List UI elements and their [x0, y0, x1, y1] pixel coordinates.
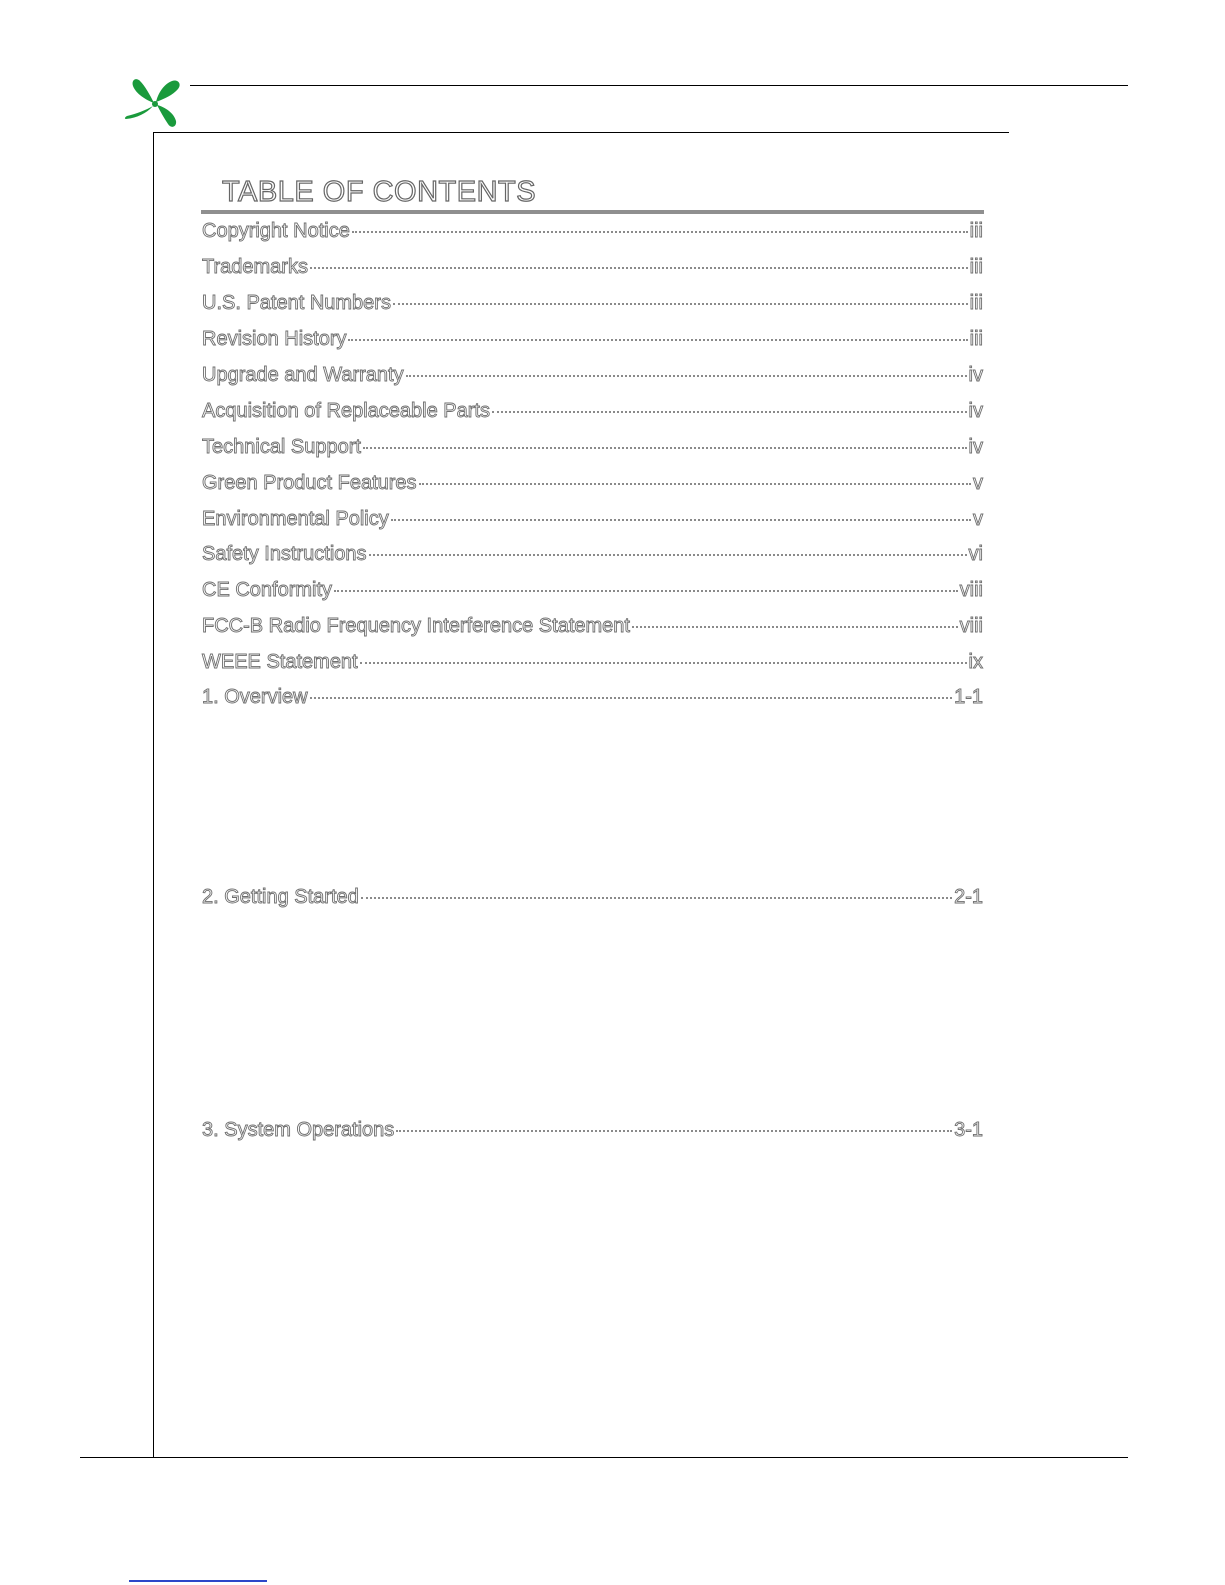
footer-link-underline[interactable] [129, 1580, 267, 1582]
toc-entry-page: iii [969, 220, 983, 242]
toc-dot-leader [334, 590, 958, 592]
toc-entry-label: 1. Overview [202, 686, 308, 708]
toc-entry-page: iii [969, 256, 983, 278]
header-rule [190, 85, 1128, 86]
toc-dot-leader [406, 375, 967, 377]
toc-dot-leader [632, 626, 958, 628]
toc-entry-trademarks[interactable] [202, 256, 983, 284]
toc-entry-label: Environmental Policy [202, 508, 389, 530]
toc-entry-label: Technical Support [202, 436, 361, 458]
toc-dot-leader [396, 1130, 952, 1132]
toc-entry-technical-support[interactable] [202, 436, 983, 464]
toc-entry-page: iii [969, 328, 983, 350]
toc-dot-leader [352, 231, 968, 233]
toc-entry-label: U.S. Patent Numbers [202, 292, 391, 314]
toc-entry-fcc-b-statement[interactable] [202, 615, 983, 643]
clover-leaf-icon [124, 76, 188, 130]
toc-dot-leader [391, 519, 971, 521]
toc-entry-page: viii [959, 615, 983, 637]
toc-dot-leader [492, 411, 967, 413]
toc-dot-leader [310, 697, 953, 699]
toc-entry-label: Safety Instructions [202, 543, 367, 565]
toc-entry-upgrade-and-warranty[interactable] [202, 364, 983, 392]
toc-entry-label: Trademarks [202, 256, 308, 278]
toc-title: TABLE OF CONTENTS [222, 176, 537, 208]
toc-entry-us-patent-numbers[interactable] [202, 292, 983, 320]
toc-entry-page: 1-1 [954, 686, 983, 708]
toc-entry-label: Revision History [202, 328, 347, 350]
toc-dot-leader [361, 897, 952, 899]
toc-entry-page: 2-1 [954, 886, 983, 908]
toc-dot-leader [360, 662, 967, 664]
toc-entry-page: viii [959, 579, 983, 601]
toc-entry-environmental-policy[interactable] [202, 508, 983, 536]
toc-entry-weee-statement[interactable] [202, 651, 983, 679]
toc-entry-label: Upgrade and Warranty [202, 364, 404, 386]
toc-entry-system-operations[interactable] [202, 1119, 983, 1147]
toc-entry-label: Green Product Features [202, 472, 417, 494]
toc-dot-leader [369, 554, 967, 556]
toc-dot-leader [393, 303, 968, 305]
toc-entry-overview[interactable] [202, 686, 983, 714]
footer-rule [80, 1457, 1128, 1458]
content-left-rule [153, 132, 154, 1458]
toc-entry-label: Acquisition of Replaceable Parts [202, 400, 490, 422]
toc-entry-page: v [973, 472, 983, 494]
toc-title-underline [201, 210, 984, 214]
toc-dot-leader [363, 447, 967, 449]
toc-entry-page: iii [969, 292, 983, 314]
toc-dot-leader [310, 267, 968, 269]
toc-entry-page: vi [968, 543, 983, 565]
toc-entry-label: Copyright Notice [202, 220, 350, 242]
toc-entry-page: iv [968, 400, 983, 422]
toc-entry-acquisition-of-replaceable-parts[interactable] [202, 400, 983, 428]
toc-entry-label: CE Conformity [202, 579, 333, 601]
toc-entry-revision-history[interactable] [202, 328, 983, 356]
toc-entry-label: 3. System Operations [202, 1119, 395, 1141]
toc-entry-page: ix [968, 651, 983, 673]
toc-entry-ce-conformity[interactable] [202, 579, 983, 607]
toc-entry-label: FCC-B Radio Frequency Interference Statement [202, 615, 630, 637]
toc-entry-page: iv [968, 364, 983, 386]
toc-dot-leader [419, 483, 971, 485]
toc-entry-label: WEEE Statement [202, 651, 358, 673]
toc-entry-label: 2. Getting Started [202, 886, 359, 908]
toc-entry-page: iv [968, 436, 983, 458]
toc-entry-page: v [973, 508, 983, 530]
toc-entry-page: 3-1 [954, 1119, 983, 1141]
toc-entry-getting-started[interactable] [202, 886, 983, 914]
toc-entry-green-product-features[interactable] [202, 472, 983, 500]
content-top-rule [153, 132, 1009, 133]
toc-entry-safety-instructions[interactable] [202, 543, 983, 571]
toc-dot-leader [348, 339, 967, 341]
toc-entry-copyright-notice[interactable] [202, 220, 983, 248]
